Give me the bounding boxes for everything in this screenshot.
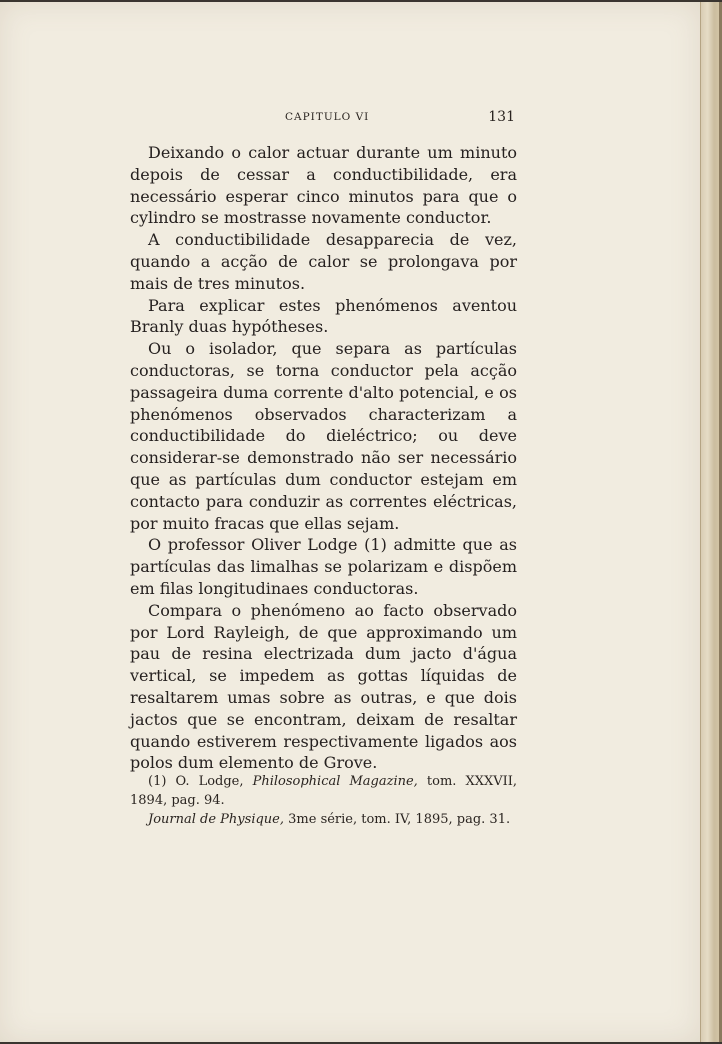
paragraph: O professor Oliver Lodge (1) admitte que as partículas das limalhas se polarizam e dispõem em filas longitudinaes conductoras. [130, 535, 517, 598]
page-number: 131 [488, 109, 515, 125]
footnote-1 [130, 772, 517, 810]
paragraph: Ou o isolador, que separa as partículas conductoras, se torna conductor pela acção passageira duma corrente d'alto potencial, e os phenómenos observados characterizam a conductibilidade do dieléctrico; ou deve considerar-se demonstrado não ser necessário que as partículas dum conductor estejam em contacto para conduzir as correntes eléctricas, por muito fracas que ellas sejam. [130, 339, 517, 533]
running-header [147, 109, 517, 129]
journal-title: Journal de Physique, [148, 812, 284, 827]
footnote-marker: (1) O. Lodge, [148, 774, 244, 789]
journal-title: Philosophical Magazine, [252, 774, 418, 789]
paragraph: Para explicar estes phenómenos aventou Branly duas hypótheses. [130, 295, 517, 337]
paragraph: Compara o phenómeno ao facto observado por Lord Rayleigh, de que approximando um pau de resina electrizada dum jacto d'água vertical, se impedem as gottas líquidas de resaltarem umas sobre as outras, e que dois jactos que se encontram, deixam de resaltar quando estiverem respectivamente ligados aos polos dum elemento de Grove. [130, 600, 517, 773]
body-text [130, 142, 517, 774]
paragraph: Deixando o calor actuar durante um minuto depois de cessar a conductibilidade, era necessário esperar cinco minutos para que o cylindro se mostrasse novamente conductor. [130, 143, 517, 228]
journal-reference: 3me série, tom. IV, 1895, pag. 31. [288, 812, 511, 827]
page-edge [700, 2, 722, 1042]
chapter-heading: CAPITULO VI [285, 111, 370, 123]
book-page [0, 2, 700, 1042]
footnote-2 [130, 810, 517, 829]
journal-reference: tom. XXXVII, 1894, pag. 94. [130, 774, 518, 808]
footnotes [130, 772, 517, 829]
paragraph: A conductibilidade desapparecia de vez, quando a acção de calor se prolongava por mais de tres minutos. [130, 230, 517, 293]
